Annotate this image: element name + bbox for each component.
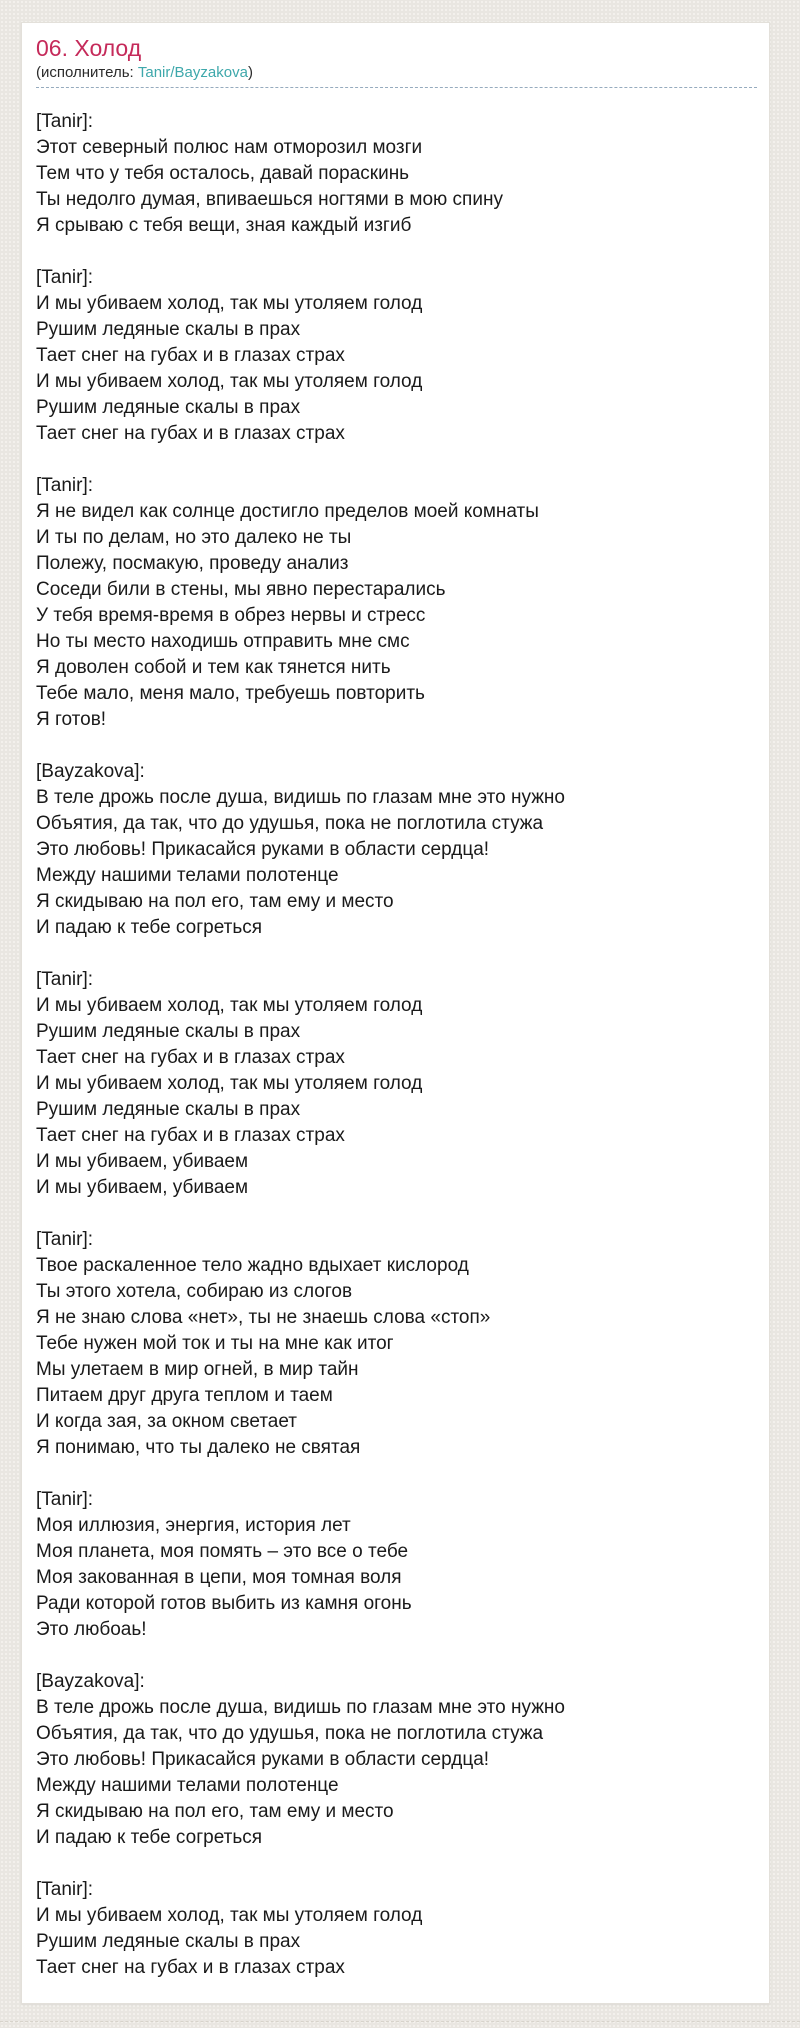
lyric-line: И падаю к тебе согреться [36, 917, 263, 938]
lyric-line: Соседи били в стены, мы явно перестарались [36, 579, 446, 600]
lyric-line: Рушим ледяные скалы в прах [36, 319, 301, 340]
lyric-line: Но ты место находишь отправить мне смс [36, 631, 410, 652]
lyric-line: Питаем друг друга теплом и таем [36, 1385, 333, 1406]
lyric-line: Я не знаю слова «нет», ты не знаешь слова «стоп» [36, 1307, 491, 1328]
performer-line [36, 63, 757, 82]
lyric-line: Моя планета, моя помять – это все о тебе [36, 1541, 409, 1562]
lyrics-stanza [36, 1877, 757, 1981]
lyrics-container [36, 109, 757, 1981]
lyric-line: Моя иллюзия, энергия, история лет [36, 1515, 351, 1536]
lyrics-stanza [36, 109, 757, 239]
lyric-line: Тает снег на губах и в глазах страх [36, 345, 345, 366]
lyric-line: Ради которой готов выбить из камня огонь [36, 1593, 412, 1614]
lyric-line: Я скидываю на пол его, там ему и место [36, 1801, 394, 1822]
lyric-line: Этот северный полюс нам отморозил мозги [36, 137, 423, 158]
lyrics-stanza [36, 1487, 757, 1643]
stanza-performer-label: [Tanir]: [36, 1229, 94, 1250]
lyric-line: И мы убиваем холод, так мы утоляем голод [36, 1905, 423, 1926]
lyric-line: Моя закованная в цепи, моя томная воля [36, 1567, 402, 1588]
lyric-line: Твое раскаленное тело жадно вдыхает кислород [36, 1255, 469, 1276]
lyric-line: Объятия, да так, что до удушья, пока не поглотила стужа [36, 1723, 544, 1744]
lyric-line: Это любовь! Прикасайся руками в области сердца! [36, 839, 490, 860]
lyric-line: И мы убиваем, убиваем [36, 1177, 249, 1198]
lyric-line: Мы улетаем в мир огней, в мир тайн [36, 1359, 359, 1380]
lyric-line: Объятия, да так, что до удушья, пока не поглотила стужа [36, 813, 544, 834]
lyric-line: В теле дрожь после душа, видишь по глазам мне это нужно [36, 787, 565, 808]
lyric-line: Рушим ледяные скалы в прах [36, 1099, 301, 1120]
stanza-performer-label: [Bayzakova]: [36, 1671, 145, 1692]
lyric-line: Ты этого хотела, собираю из слогов [36, 1281, 353, 1302]
lyric-line: И ты по делам, но это далеко не ты [36, 527, 352, 548]
lyric-line: И мы убиваем холод, так мы утоляем голод [36, 371, 423, 392]
lyrics-stanza [36, 1669, 757, 1851]
lyric-line: Тебе мало, меня мало, требуешь повторить [36, 683, 425, 704]
lyric-line: Я готов! [36, 709, 107, 730]
lyric-line: В теле дрожь после душа, видишь по глазам мне это нужно [36, 1697, 565, 1718]
performer-suffix: ) [247, 64, 253, 81]
lyric-line: И падаю к тебе согреться [36, 1827, 263, 1848]
lyrics-stanza [36, 967, 757, 1201]
stanza-performer-label: [Tanir]: [36, 1879, 94, 1900]
lyric-line: И мы убиваем, убиваем [36, 1151, 249, 1172]
lyric-line: Рушим ледяные скалы в прах [36, 397, 301, 418]
stanza-performer-label: [Tanir]: [36, 111, 94, 132]
lyric-line: Я понимаю, что ты далеко не святая [36, 1437, 361, 1458]
lyric-line: Тает снег на губах и в глазах страх [36, 1047, 345, 1068]
lyric-line: Между нашими телами полотенце [36, 865, 339, 886]
lyric-line: Я не видел как солнце достигло пределов моей комнаты [36, 501, 539, 522]
performer-prefix: (исполнитель: [36, 64, 138, 81]
stanza-performer-label: [Tanir]: [36, 267, 94, 288]
stanza-performer-label: [Tanir]: [36, 475, 94, 496]
lyric-line: Полежу, посмакую, проведу анализ [36, 553, 349, 574]
stanza-performer-label: [Tanir]: [36, 1489, 94, 1510]
lyrics-stanza [36, 1227, 757, 1461]
lyrics-card [21, 22, 770, 2004]
performer-link[interactable]: Tanir/Bayzakova [137, 64, 248, 81]
lyric-line: Тает снег на губах и в глазах страх [36, 1125, 345, 1146]
lyric-line: И мы убиваем холод, так мы утоляем голод [36, 1073, 423, 1094]
lyric-line: Тает снег на губах и в глазах страх [36, 423, 345, 444]
lyric-line: Тебе нужен мой ток и ты на мне как итог [36, 1333, 394, 1354]
lyric-line: У тебя время-время в обрез нервы и стресс [36, 605, 426, 626]
dashed-divider [36, 86, 757, 88]
lyric-line: Ты недолго думая, впиваешься ногтями в мою спину [36, 189, 503, 210]
lyric-line: Рушим ледяные скалы в прах [36, 1931, 301, 1952]
lyrics-stanza [36, 759, 757, 941]
stanza-performer-label: [Tanir]: [36, 969, 94, 990]
lyric-line: Я скидываю на пол его, там ему и место [36, 891, 394, 912]
lyric-line: Тает снег на губах и в глазах страх [36, 1957, 345, 1978]
song-title: 06. Холод [36, 35, 142, 61]
background-bottom-rule [0, 2021, 800, 2022]
lyrics-stanza [36, 473, 757, 733]
lyric-line: Это любоаь! [36, 1619, 147, 1640]
lyric-line: Рушим ледяные скалы в прах [36, 1021, 301, 1042]
lyric-line: И когда зая, за окном светает [36, 1411, 298, 1432]
lyric-line: И мы убиваем холод, так мы утоляем голод [36, 293, 423, 314]
lyric-line: Я срываю с тебя вещи, зная каждый изгиб [36, 215, 412, 236]
lyric-line: Между нашими телами полотенце [36, 1775, 339, 1796]
lyric-line: Тем что у тебя осталось, давай пораскинь [36, 163, 410, 184]
lyric-line: Это любовь! Прикасайся руками в области сердца! [36, 1749, 490, 1770]
lyric-line: И мы убиваем холод, так мы утоляем голод [36, 995, 423, 1016]
lyrics-stanza [36, 265, 757, 447]
stanza-performer-label: [Bayzakova]: [36, 761, 145, 782]
lyric-line: Я доволен собой и тем как тянется нить [36, 657, 391, 678]
